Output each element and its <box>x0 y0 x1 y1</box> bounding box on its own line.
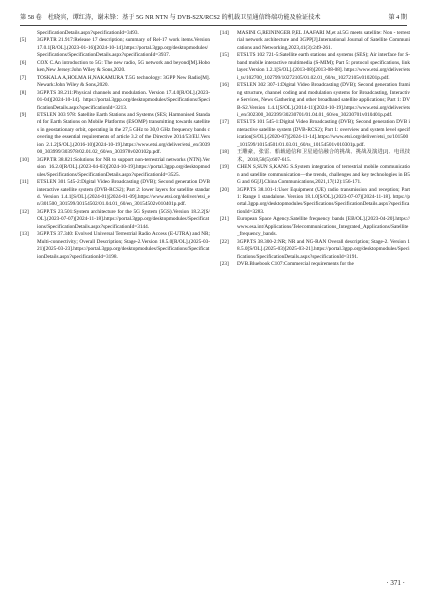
reference-number: [14] <box>220 30 229 36</box>
reference-text: COX C.An introduction to 5G: The new radio, 5G network and beyond[M].Hoboken,New Jersey:John Wiley & Sons,2020. <box>37 59 210 74</box>
reference-item <box>220 216 410 238</box>
reference-item <box>220 164 410 186</box>
reference-text: TOSKALA A,HOLMA H,NAKAMURA T.5G technology: 3GPP New Radio[M].Newark:John Wiley & Sons,2020. <box>37 74 210 89</box>
reference-item <box>220 149 410 164</box>
reference-number: [20] <box>220 186 229 193</box>
reference-text: 王雕豪，张雷．船载通信和卫星通信融合的挑战、挑战及演进[J]．电讯技术，2018,58(5):607-615. <box>237 149 410 163</box>
reference-item <box>220 261 410 268</box>
reference-text: MASINI G,REININGER P,EL JAAFARI M,et al.5G meets satellite: Non - terrestrial network architecture and 3GPP[J].International Journal of Satellite Communications and Networking,2023,41(3):249-261. <box>237 30 410 51</box>
references-left-column <box>20 30 210 261</box>
reference-text: 3GPP.TS 23.501:System architecture for the 5G System (5GS).Version 18.2.2[S/OL].(2023-07-07)[2024-11-18].https://portal.3gpp.org/desktopmodules/Specifications/SpecificationDetails.aspx?specificationId=3144. <box>37 208 210 230</box>
reference-number: [18] <box>220 149 229 156</box>
reference-text: 3GPP.TR 21.917:Release 17 description; summary of Rel-17 work items.Version 17.0.1[R/OL].(2023-01-16)[2024-10-14].https://portal.3gpp.org/desktopmodules/Specifications/SpecificationDetails.aspx?specificationId=3937. <box>37 37 210 59</box>
reference-item <box>220 82 410 119</box>
reference-item <box>220 30 410 52</box>
reference-number: [6] <box>20 59 27 66</box>
reference-item <box>20 75 210 90</box>
reference-number: [22] <box>220 238 229 245</box>
reference-text: DVB.Bluebook C107:Commercial requirements for the <box>237 261 354 268</box>
reference-number: [15] <box>220 52 229 59</box>
reference-text: 3GPP.TS 38.300-2:NR; NR and NG-RAN Overall description; Stage-2. Version 18.5.0[S/OL].(2025-03)[2025-03-21].https://portal.3gpp.org/desktopmodules/Specifications/SpecificationDetails.aspx?specificationId=3191. <box>237 238 410 260</box>
reference-item <box>20 60 210 75</box>
reference-item <box>20 209 210 231</box>
reference-text: ETSI.EN 302 307-1:Digital Video Broadcasting (DVB); Second generation framing structure, channel coding and modulation systems for Broadcasting, Interactive Services, News Gathering and other broadband satellite applications; Part 1: DVB-S2.Version 1.4.1[S/OL].(2014-11)[2024-10-19].https://www.etsi.org/deliver/etsi_en/302300_302399/30230701/01.04.01_60/en_30230701v010401p.pdf. <box>237 82 410 118</box>
reference-number: [12] <box>20 208 29 215</box>
reference-number: [23] <box>220 261 229 268</box>
reference-item <box>220 239 410 261</box>
reference-item <box>220 187 410 217</box>
reference-item <box>20 90 210 112</box>
header-issue: 第 4 期 <box>388 14 407 21</box>
reference-number: [5] <box>20 37 27 44</box>
reference-item <box>20 157 210 179</box>
reference-text: ETSI.TS 101 545-1:Digital Video Broadcasting (DVB); Second generation DVB interactive satellite system (DVB-RCS2); Part 1: overview and system level specification[S/OL].(2020-07)[2024-11-14].https://www.etsi.org/deliver/etsi_ts/101500_101599/10154501/01.03.01_60/ts_10154501v010301p.pdf. <box>237 119 410 148</box>
reference-number: [16] <box>220 82 229 89</box>
reference-text: ETSI.EN 301 545-2:Digital Video Broadcasting (DVB); Second generation DVB interactive satellite system (DVB-RCS2); Part 2: lower layers for satellite standard. Version 1.4.1[S/OL].(2024-01)[2024-01-09].https://www.etsi.org/deliver/etsi_en/301500_301599/30154502/01.04.01_60/en_30154502v010401p.pdf. <box>37 179 210 208</box>
reference-number: [21] <box>220 216 229 223</box>
reference-number: [11] <box>20 179 29 186</box>
reference-number: [17] <box>220 119 229 126</box>
reference-text: CHEN S,SUN S,KANG S.System integration of terrestrial mobile communication and satellite communication—the trends, challenges and key technologies in B5G and 6G[J].China Communications,2021,17(12):156-171. <box>237 164 410 186</box>
reference-text: European Space Agency.Satellite frequency bands [EB/OL].[2023-04-20].https://www.esa.int/Applications/Telecommunications_Integrated_Applications/Satellite_frequency_bands. <box>237 216 410 238</box>
reference-text: 3GPP.TR 38.821:Solutions for NR to support non-terrestrial networks (NTN).Version 16.2.0[R/OL].(2023-04-03)[2024-10-19].https://portal.3gpp.org/desktopmodules/Specifications/SpecificationDetails.aspx?specificationId=3525. <box>37 156 210 178</box>
reference-item <box>20 179 210 209</box>
header-title: 第 58 卷 杜晓宾，谭红涛，谢未锋：基于 5G NR NTN 与 DVB-S2X/RCS2 的机载卫星通信终端功能及验证技术 <box>20 14 321 21</box>
reference-item <box>20 37 210 59</box>
reference-number: [8] <box>20 89 27 96</box>
reference-text: ETSI.EN 303 978: Satellite Earth Stations and Systems (SES; Harmonised Standard for Earth Stations on Mobile Platforms (ESOMP) transmitting towards satellites in geostationary orbit, operating in the 27,5 GHz to 30,0 GHz frequency bands covering the essential requirements of article 3.2 of the Directive 2014/53/EU.Version 2.1.2[S/OL].(2016-10)[2024-10-19].https://www.etsi.org/deliver/etsi_en/303900_303999/303978/02.01.02_60/en_303978v020102p.pdf. <box>37 111 210 156</box>
reference-text: 3GPP.TS 38.211:Physical channels and modulation. Version 17.4.0[R/OL].(2023-01-04)[2024-10-14]. https://portal.3gpp.org/desktopmodules/Specifications/SpecificationDetails.aspx?specificationId=3213. <box>37 89 210 111</box>
page-number: · 371 · <box>386 579 405 587</box>
reference-item <box>220 52 410 82</box>
reference-item <box>20 231 210 261</box>
reference-text: SpecificationDetails.aspx?specificationId=3493. <box>37 30 139 36</box>
reference-number: [9] <box>20 111 27 118</box>
reference-text: ETSI.TS 102 721-5:Satellite earth stations and systems (SES); Air interface for S-band mobile interactive multimedia (S-MIM); Part 5: protocol specifications, link layer.Version 1.2.1[S/OL].(2013-08)[2013-08-08]. https://www.etsi.org/deliver/etsi_ts/102700_102799/10272105/01.02.01_60/ts_10272105v010201p.pdf. <box>237 52 410 81</box>
reference-text: 3GPP.TS 37.340: Evolved Universal Terrestrial Radio Access (E-UTRA) and NR; Multi-connectivity; Overall Description; Stage-2.Version 18.5.0[R/OL].(2025-03-21)[2025-03-23].https://portal.3gpp.org/desktopmodules/Specifications/SpecificationDetails.aspx?specificationId=3198. <box>37 231 210 260</box>
reference-number: [19] <box>220 164 229 171</box>
reference-number: [13] <box>20 231 29 238</box>
reference-item <box>20 112 210 157</box>
reference-item <box>220 119 410 149</box>
reference-number: [10] <box>20 156 29 163</box>
running-header <box>20 12 407 26</box>
reference-text: 3GPP.TS 38.101-1:User Equipment (UE) radio transmission and reception; Part 1: Range 1 standalone. Version 18.1.0[S/OL].(2023-07-07)[2024-11-18]. https://portal.3gpp.org/desktopmodules/Specifications/SpecificationDetails.aspx?specificationId=3283. <box>237 186 410 215</box>
reference-number: [7] <box>20 74 27 81</box>
references-right-column <box>220 30 410 269</box>
